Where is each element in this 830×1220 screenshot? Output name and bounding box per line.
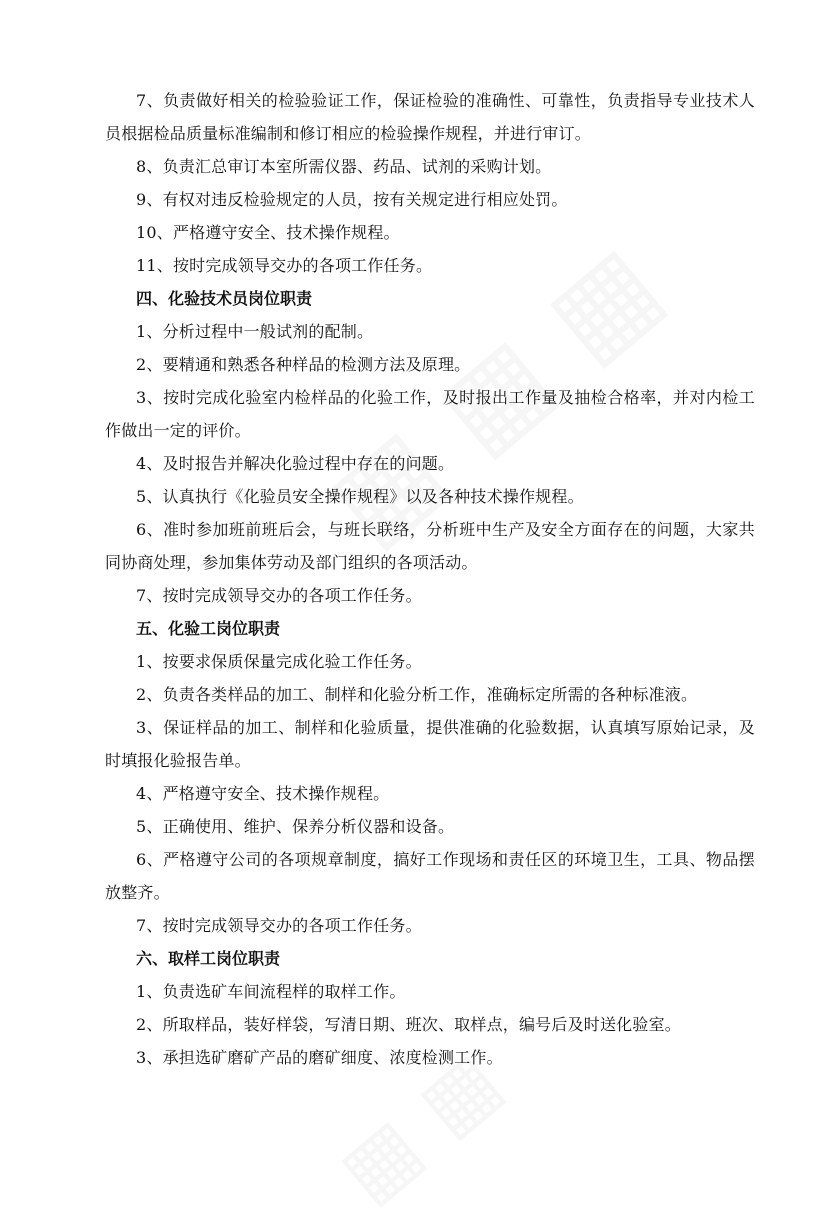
paragraph: 1、分析过程中一般试剂的配制。 [136, 322, 374, 341]
paragraph: 11、按时完成领导交办的各项工作任务。 [136, 256, 433, 275]
paragraph: 9、有权对违反检验规定的人员，按有关规定进行相应处罚。 [136, 190, 568, 209]
document-body [105, 84, 755, 1074]
paragraph: 2、所取样品，装好样袋，写清日期、班次、取样点，编号后及时送化验室。 [136, 1015, 681, 1034]
paragraph: 7、按时完成领导交办的各项工作任务。 [136, 586, 422, 605]
paragraph: 3、保证样品的加工、制样和化验质量，提供准确的化验数据，认真填写原始记录，及时填报化验报告单。 [105, 718, 755, 770]
paragraph: 7、按时完成领导交办的各项工作任务。 [136, 916, 422, 935]
paragraph: 4、及时报告并解决化验过程中存在的问题。 [136, 454, 455, 473]
paragraph: 6、准时参加班前班后会，与班长联络，分析班中生产及安全方面存在的问题，大家共同协商处理，参加集体劳动及部门组织的各项活动。 [105, 520, 755, 572]
paragraph: 7、负责做好相关的检验验证工作，保证检验的准确性、可靠性，负责指导专业技术人员根据检品质量标准编制和修订相应的检验操作规程，并进行审订。 [105, 91, 755, 143]
paragraph: 2、负责各类样品的加工、制样和化验分析工作，准确标定所需的各种标准液。 [136, 685, 698, 704]
paragraph: 10、严格遵守安全、技术操作规程。 [136, 223, 400, 242]
paragraph: 6、严格遵守公司的各项规章制度，搞好工作现场和责任区的环境卫生，工具、物品摆放整齐。 [105, 850, 755, 902]
paragraph: 1、按要求保质保量完成化验工作任务。 [136, 652, 422, 671]
section-heading: 四、化验技术员岗位职责 [136, 289, 313, 308]
section-heading: 五、化验工岗位职责 [136, 619, 281, 638]
paragraph: 5、认真执行《化验员安全操作规程》以及各种技术操作规程。 [136, 487, 584, 506]
paragraph: 2、要精通和熟悉各种样品的检测方法及原理。 [136, 355, 471, 374]
paragraph: 8、负责汇总审订本室所需仪器、药品、试剂的采购计划。 [136, 157, 552, 176]
paragraph: 1、负责选矿车间流程样的取样工作。 [136, 982, 406, 1001]
paragraph: 5、正确使用、维护、保养分析仪器和设备。 [136, 817, 455, 836]
paragraph: 3、承担选矿磨矿产品的磨矿细度、浓度检测工作。 [136, 1048, 503, 1067]
paragraph: 3、按时完成化验室内检样品的化验工作，及时报出工作量及抽检合格率，并对内检工作做出一定的评价。 [105, 388, 755, 440]
paragraph: 4、严格遵守安全、技术操作规程。 [136, 784, 390, 803]
section-heading: 六、取样工岗位职责 [136, 949, 281, 968]
